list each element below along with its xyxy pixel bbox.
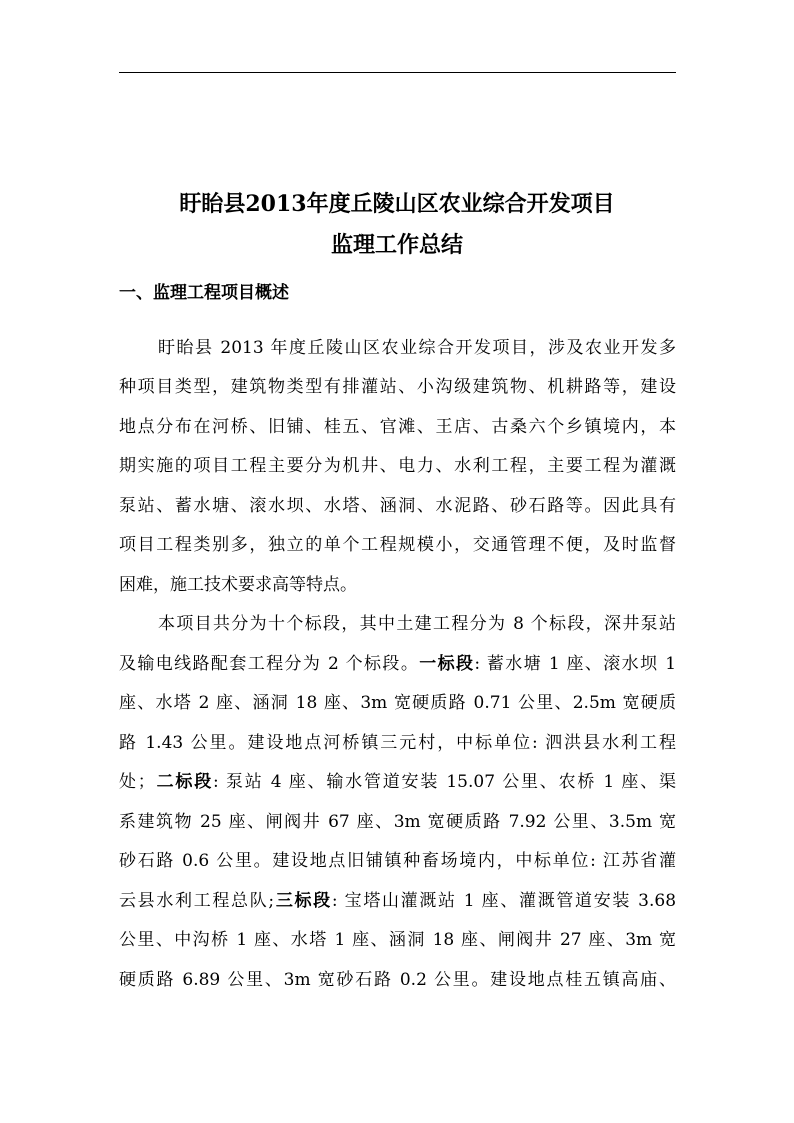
document-subtitle: 监理工作总结 <box>330 232 463 258</box>
line-text: 处； <box>119 772 155 792</box>
line-text: : 宝塔山灌溉站 1 座、灌溉管道安装 3.68 <box>331 891 677 911</box>
paragraph-line: 种项目类型，建筑物类型有排灌站、小沟级建筑物、机耕路等，建设 <box>119 377 676 397</box>
paragraph-line: 地点分布在河桥、旧铺、桂五、官滩、王店、古桑六个乡镇境内，本 <box>119 417 676 437</box>
paragraph-line: 困难，施工技术要求高等特点。 <box>119 575 357 595</box>
paragraph-line: 路 1.43 公里。建设地点河桥镇三元村，中标单位: 泗洪县水利工程 <box>119 733 676 753</box>
bid-section-label: 一标段 <box>419 654 475 674</box>
paragraph-line: 盱眙县 2013 年度丘陵山区农业综合开发项目，涉及农业开发多 <box>158 338 676 358</box>
document-title: 盱眙县2013年度丘陵山区农业综合开发项目 <box>179 191 615 217</box>
section-heading: 一、监理工程项目概述 <box>119 283 289 303</box>
paragraph-line: 砂石路 0.6 公里。建设地点旧铺镇种畜场境内，中标单位: 江苏省灌 <box>119 851 676 871</box>
line-text: 及输电线路配套工程分为 2 个标段。 <box>119 654 420 674</box>
paragraph-line: 座、水塔 2 座、涵洞 18 座、3m 宽硬质路 0.71 公里、2.5m 宽硬质 <box>119 693 676 713</box>
bid-section-label: 二标段 <box>154 772 214 792</box>
paragraph-line: 硬质路 6.89 公里、3m 宽砂石路 0.2 公里。建设地点桂五镇高庙、 <box>119 970 676 990</box>
paragraph-line: 项目工程类别多，独立的单个工程规模小，交通管理不便，及时监督 <box>119 535 676 555</box>
line-text: : 泵站 4 座、输水管道安装 15.07 公里、农桥 1 座、渠 <box>213 772 677 792</box>
paragraph-line <box>119 651 676 677</box>
paragraph-line: 期实施的项目工程主要分为机井、电力、水利工程，主要工程为灌溉 <box>119 456 676 476</box>
paragraph-line: 本项目共分为十个标段，其中土建工程分为 8 个标段，深井泵站 <box>158 614 676 634</box>
paragraph-line: 泵站、蓄水塘、滚水坝、水塔、涵洞、水泥路、砂石路等。因此具有 <box>119 496 676 516</box>
paragraph-line: 公里、中沟桥 1 座、水塔 1 座、涵洞 18 座、闸阀井 27 座、3m 宽 <box>119 930 676 950</box>
line-text: 云县水利工程总队; <box>119 891 275 911</box>
paragraph-line <box>119 769 676 795</box>
header-rule <box>119 72 676 73</box>
line-text: : 蓄水塘 1 座、滚水坝 1 <box>474 654 677 674</box>
bid-section-label: 三标段 <box>274 891 332 911</box>
paragraph-line <box>119 888 676 914</box>
paragraph-line: 系建筑物 25 座、闸阀井 67 座、3m 宽硬质路 7.92 公里、3.5m 宽 <box>119 812 676 832</box>
